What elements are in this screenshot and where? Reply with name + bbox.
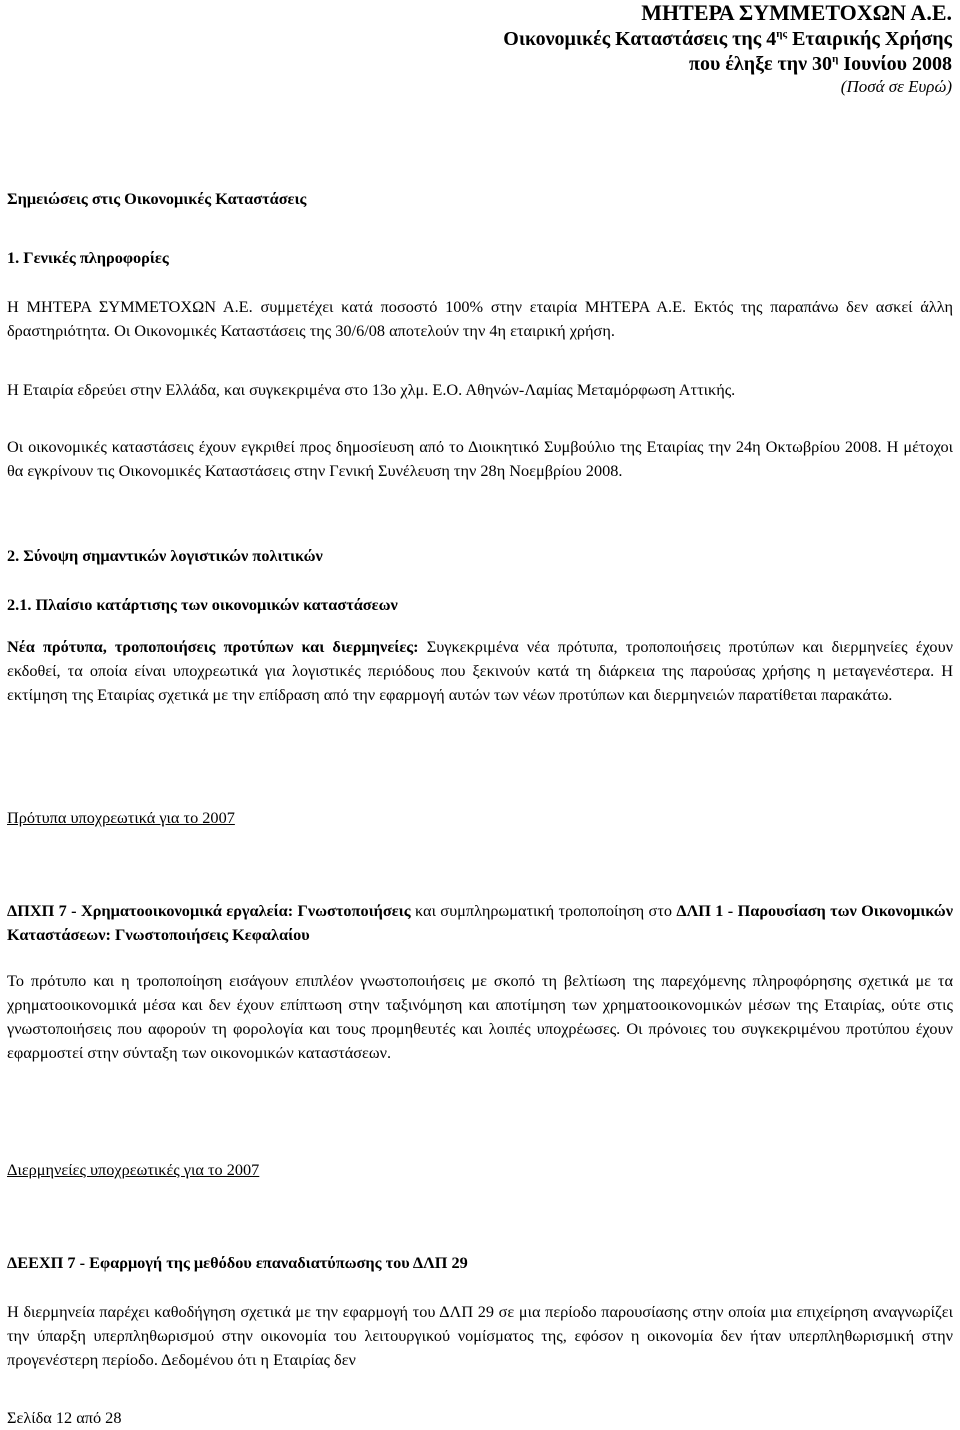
period-title: που έληξε την $30^\eta$ Ιουνίου 2008 xyxy=(689,53,952,75)
ifric7-paragraph: Η διερμηνεία παρέχει καθοδήγηση σχετικά με την εφαρμογή του ΔΛΠ 29 σε μια περίοδο παρουσίασης στην οποία μια επιχείρηση αναγνωρίζει την ύπαρξη υπερπληθωρισμού στην οικονομία του λειτουργικού νομίσματος της, εφόσον η οικονομία δεν ήταν υπερπληθωρισμική στην προγενέστερη περίοδο. Δεδομένου ότι η Εταιρίας δεν xyxy=(7,1302,953,1369)
section-1-heading: 1. Γενικές πληροφορίες xyxy=(7,248,169,267)
section-2-1-paragraph: Νέα πρότυπα, τροποποιήσεις προτύπων και διερμηνείες: Συγκεκριμένα νέα πρότυπα, τροποποιήσεις προτύπων και διερμηνείες έχουν εκδοθεί, τα οποία είναι υποχρεωτικά για λογιστικές περιόδους που ξεκινούν κατά τη διάρκεια της παρούσας χρήσης η μεταγενέστερα. Η εκτίμηση της Εταιρίας σχετικά με την επίδραση από την εφαρμογή αυτών των νέων προτύπων και διερμηνειών παρατίθεται παρακάτω. xyxy=(7,637,953,704)
ifrs7-item: ΔΠΧΠ 7 - Χρηματοοικονομικά εργαλεία: Γνωστοποιήσεις και συμπληρωματική τροποποίηση στο ΔΛΠ 1 - Παρουσίαση των Οικονομικών Καταστάσεων: Γνωστοποιήσεις Κεφαλαίου xyxy=(7,901,953,944)
notes-title: Σημειώσεις στις Οικονομικές Καταστάσεις xyxy=(7,189,307,208)
company-title: ΜΗΤΕΡΑ ΣΥΜΜΕΤΟΧΩΝ Α.Ε. xyxy=(641,0,952,25)
ifrs7-paragraph: Το πρότυπο και η τροποποίηση εισάγουν επιπλέον γνωστοποιήσεις με σκοπό τη βελτίωση της παρεχόμενης πληροφόρησης σχετικά με τα χρηματοοικονομικά μέσα και δεν έχουν επίπτωση στην ταξινόμηση και αποτίμηση των χρηματοοικονομικών μέσων της Εταιρίας, ούτε στις γνωστοποιήσεις που αφορούν τη φορολογία και τους προμηθευτές και λοιπές υποχρέωσες. Οι πρόνοιες του συγκεκριμένου προτύπου έχουν εφαρμοστεί στην σύνταξη των οικονομικών καταστάσεων. xyxy=(7,971,953,1062)
currency-note: (Ποσά σε Ευρώ) xyxy=(840,77,952,96)
interpretations-2007-heading: Διερμηνείες υποχρεωτικές για το 2007 xyxy=(7,1160,260,1179)
section-1-paragraph-2: Η Εταιρία εδρεύει στην Ελλάδα, και συγκεκριμένα στο 13ο χλμ. Ε.Ο. Αθηνών-Λαμίας Μεταμόρφωση Αττικής. xyxy=(7,380,736,399)
section-2-1-heading: 2.1. Πλαίσιο κατάρτισης των οικονομικών καταστάσεων xyxy=(7,595,398,614)
ifric7-item: ΔΕΕΧΠ 7 - Εφαρμογή της μεθόδου επαναδιατύπωσης του ΔΛΠ 29 xyxy=(7,1253,468,1272)
page-number: Σελίδα 12 από 28 xyxy=(7,1408,122,1427)
statements-title: Οικονομικές Καταστάσεις της $4^{\eta\varsigma}$ Εταιρικής Χρήσης xyxy=(503,28,952,50)
section-1-paragraph-3: Οι οικονομικές καταστάσεις έχουν εγκριθεί προς δημοσίευση από το Διοικητικό Συμβούλιο της Εταιρίας την 24η Οκτωβρίου 2008. Η μέτοχοι θα εγκρίνουν τις Οικονομικές Καταστάσεις στην Γενική Συνέλευση την 28η Νοεμβρίου 2008. xyxy=(7,437,953,480)
section-2-heading: 2. Σύνοψη σημαντικών λογιστικών πολιτικών xyxy=(7,546,323,565)
section-1-paragraph-1: Η ΜΗΤΕΡΑ ΣΥΜΜΕΤΟΧΩΝ Α.Ε. συμμετέχει κατά ποσοστό 100% στην εταιρία ΜΗΤΕΡΑ Α.Ε. Εκτός της παραπάνω δεν ασκεί άλλη δραστηριότητα. Οι Οικονομικές Καταστάσεις της 30/6/08 αποτελούν την 4η εταιρική χρήση. xyxy=(7,297,953,340)
standards-2007-heading: Πρότυπα υποχρεωτικά για το 2007 xyxy=(7,808,235,827)
